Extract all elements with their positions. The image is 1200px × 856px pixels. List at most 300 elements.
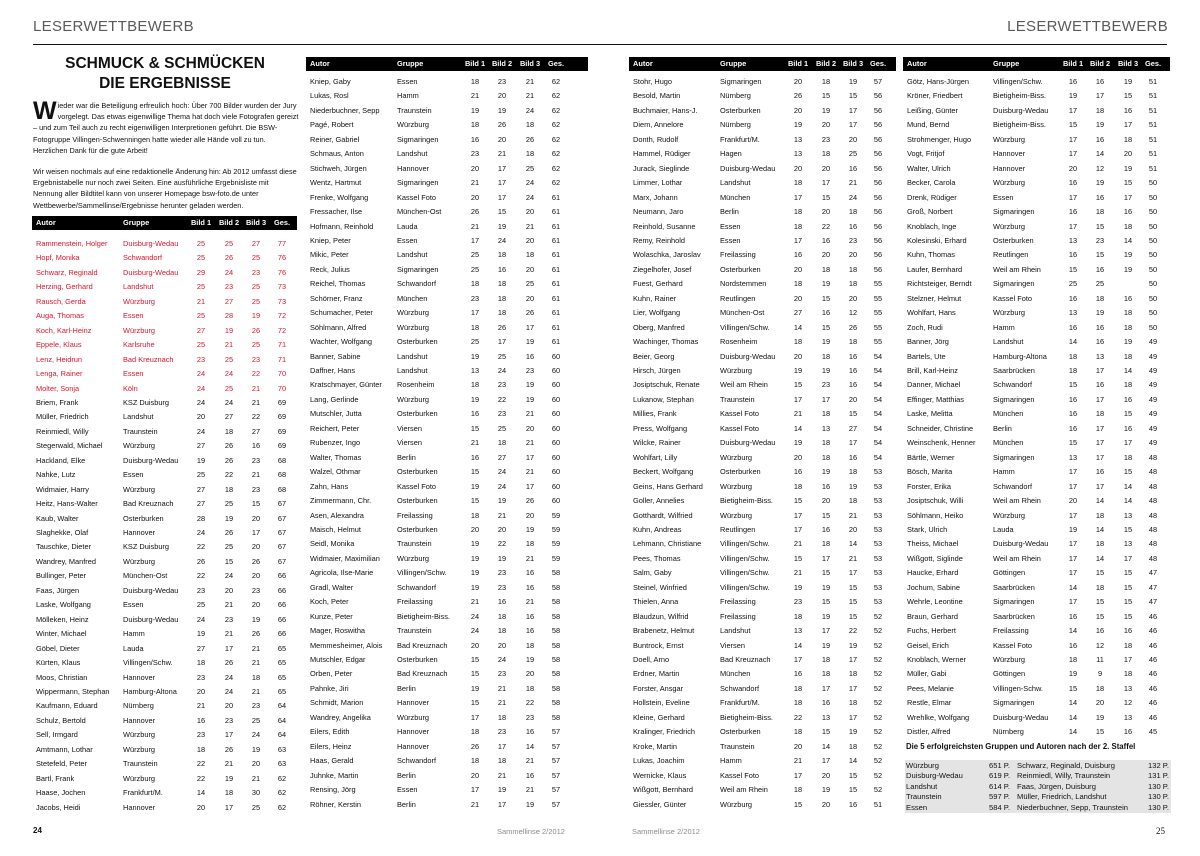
score-3-cell: 16 xyxy=(848,799,858,809)
group-cell: Köln xyxy=(123,383,138,393)
score-2-cell: 19 xyxy=(821,279,831,289)
score-2-cell: 16 xyxy=(497,264,507,274)
score-3-cell: 25 xyxy=(251,253,261,263)
score-3-cell: 27 xyxy=(251,426,261,436)
total-cell: 52 xyxy=(873,741,883,751)
score-2-cell: 18 xyxy=(1095,683,1105,693)
score-1-cell: 27 xyxy=(793,308,803,318)
table-row xyxy=(903,465,1170,479)
table-row xyxy=(306,696,588,710)
score-1-cell: 18 xyxy=(793,698,803,708)
table-row xyxy=(903,364,1170,378)
score-3-cell: 25 xyxy=(251,715,261,725)
column-header-autor: Autor xyxy=(310,59,330,68)
total-cell: 62 xyxy=(551,134,561,144)
total-cell: 57 xyxy=(551,741,561,751)
score-3-cell: 12 xyxy=(1123,698,1133,708)
author-cell: Restle, Elmar xyxy=(907,698,952,708)
table-row xyxy=(306,494,588,508)
total-cell: 66 xyxy=(277,629,287,639)
score-1-cell: 18 xyxy=(793,221,803,231)
total-cell: 46 xyxy=(1148,640,1158,650)
score-3-cell: 18 xyxy=(525,640,535,650)
author-cell: Laufer, Bernhard xyxy=(907,264,963,274)
score-2-cell: 18 xyxy=(1095,293,1105,303)
group-cell: KSZ Duisburg xyxy=(123,397,170,407)
author-cell: Kroke, Martin xyxy=(633,741,677,751)
author-cell: Schwarz, Reginald xyxy=(36,267,98,277)
author-cell: Juhnke, Martin xyxy=(310,770,359,780)
column-header-gruppe: Gruppe xyxy=(123,218,150,227)
group-cell: Duisburg-Wedau xyxy=(123,267,179,277)
score-1-cell: 14 xyxy=(1068,698,1078,708)
total-cell: 62 xyxy=(551,178,561,188)
group-cell: Hannover xyxy=(397,727,430,737)
group-cell: Villingen/Schw. xyxy=(397,568,447,578)
score-2-cell: 18 xyxy=(497,626,507,636)
group-cell: Osterburken xyxy=(993,235,1034,245)
table-row xyxy=(903,696,1170,710)
group-cell: Hagen xyxy=(720,149,742,159)
score-3-cell: 19 xyxy=(525,655,535,664)
score-1-cell: 17 xyxy=(793,524,803,534)
score-3-cell: 19 xyxy=(251,311,261,321)
total-cell: 52 xyxy=(873,712,883,722)
score-3-cell: 25 xyxy=(525,279,535,289)
group-cell: Sigmaringen xyxy=(397,178,439,188)
group-cell: Hamm xyxy=(397,91,419,101)
table-row xyxy=(903,480,1170,494)
author-cell: Kratschmayer, Günter xyxy=(310,380,382,390)
score-3-cell: 23 xyxy=(251,267,261,277)
table-row xyxy=(32,512,297,526)
author-cell: Koch, Peter xyxy=(310,597,349,607)
author-cell: Diem, Annelore xyxy=(633,120,684,130)
score-1-cell: 23 xyxy=(793,597,803,607)
table-row xyxy=(306,292,588,306)
score-2-cell: 18 xyxy=(821,452,831,462)
score-3-cell: 15 xyxy=(1123,409,1133,419)
score-3-cell: 17 xyxy=(525,322,535,332)
total-cell: 59 xyxy=(551,539,561,549)
group-cell: Hannover xyxy=(397,698,430,708)
column-header-ges: Ges. xyxy=(1144,59,1162,68)
table-row xyxy=(306,523,588,537)
score-1-cell: 19 xyxy=(470,481,480,491)
group-cell: München xyxy=(993,438,1024,448)
table-row xyxy=(629,436,896,450)
score-1-cell: 25 xyxy=(470,264,480,274)
summary-row xyxy=(905,803,1171,814)
column-header-bild3: Bild 3 xyxy=(842,59,864,68)
author-cell: Faas, Jürgen xyxy=(36,585,80,595)
group-cell: Kassel Foto xyxy=(720,409,760,419)
score-1-cell: 18 xyxy=(793,683,803,693)
total-cell: 61 xyxy=(551,293,561,303)
score-1-cell: 13 xyxy=(470,366,480,375)
score-1-cell: 21 xyxy=(470,438,480,448)
score-2-cell: 17 xyxy=(1095,438,1105,448)
author-cell: Bartl, Frank xyxy=(36,773,75,783)
score-1-cell: 19 xyxy=(1068,91,1078,101)
score-2-cell: 23 xyxy=(497,582,507,592)
score-1-cell: 18 xyxy=(793,727,803,737)
table-row xyxy=(32,671,297,685)
score-2-cell: 21 xyxy=(497,770,507,780)
score-1-cell: 17 xyxy=(1068,597,1078,607)
author-cell: Pagé, Robert xyxy=(310,120,354,130)
score-1-cell: 18 xyxy=(196,744,206,754)
author-cell: Stegerwald, Michael xyxy=(36,441,103,451)
total-cell: 53 xyxy=(873,582,883,592)
author-cell: Wißgott, Bernhard xyxy=(633,785,693,795)
score-3-cell: 16 xyxy=(525,727,535,737)
group-cell: Essen xyxy=(123,600,144,610)
author-cell: Forster, Ansgar xyxy=(633,683,684,693)
score-2-cell: 21 xyxy=(497,149,507,159)
author-cell: Wehrle, Leontine xyxy=(907,597,963,607)
author-cell: Drenk, Rüdiger xyxy=(907,192,957,202)
score-3-cell: 16 xyxy=(1123,727,1133,737)
score-1-cell: 18 xyxy=(793,207,803,217)
author-cell: Eppele, Klaus xyxy=(36,340,82,350)
author-cell: Jacobs, Heidi xyxy=(36,802,81,812)
score-2-cell: 24 xyxy=(497,481,507,491)
table-row xyxy=(306,335,588,349)
author-cell: Fuchs, Herbert xyxy=(907,626,956,636)
table-row xyxy=(32,382,297,396)
total-cell: 53 xyxy=(873,597,883,607)
score-2-cell: 17 xyxy=(497,799,507,809)
group-cell: Traunstein xyxy=(123,426,158,436)
score-1-cell: 14 xyxy=(1068,582,1078,592)
score-2-cell: 15 xyxy=(1095,611,1105,621)
author-cell: Bartels, Ute xyxy=(907,351,946,361)
table-header xyxy=(306,57,588,71)
total-cell: 47 xyxy=(1148,568,1158,578)
group-cell: Würzburg xyxy=(123,484,156,494)
group-cell: Traunstein xyxy=(397,626,432,636)
total-cell: 49 xyxy=(1148,409,1158,419)
group-cell: München-Ost xyxy=(397,207,442,217)
score-2-cell: 23 xyxy=(224,282,234,292)
score-1-cell: 17 xyxy=(1068,539,1078,549)
group-cell: Essen xyxy=(123,369,144,379)
score-3-cell: 19 xyxy=(1123,250,1133,260)
table-row xyxy=(306,118,588,132)
score-1-cell: 22 xyxy=(793,712,803,722)
score-1-cell: 20 xyxy=(793,77,803,86)
column-header-bild2: Bild 2 xyxy=(815,59,837,68)
group-cell: Würzburg xyxy=(123,744,156,754)
total-cell: 52 xyxy=(873,626,883,636)
total-cell: 54 xyxy=(873,438,883,448)
group-cell: Freilassing xyxy=(720,250,756,260)
score-1-cell: 17 xyxy=(470,235,480,245)
total-cell: 52 xyxy=(873,683,883,693)
total-cell: 71 xyxy=(277,354,287,364)
total-cell: 49 xyxy=(1148,423,1158,433)
total-cell: 61 xyxy=(551,207,561,217)
table-row xyxy=(629,754,896,768)
group-cell: Hamm xyxy=(993,467,1015,477)
total-cell: 58 xyxy=(551,683,561,693)
table-row xyxy=(629,133,896,147)
section-header-left: LESERWETTBEWERB xyxy=(33,18,194,35)
score-1-cell: 26 xyxy=(470,207,480,217)
score-2-cell: 17 xyxy=(497,178,507,188)
score-2-cell: 15 xyxy=(497,207,507,217)
total-cell: 59 xyxy=(551,553,561,563)
score-3-cell: 21 xyxy=(525,91,535,101)
score-3-cell: 15 xyxy=(848,582,858,592)
score-3-cell: 25 xyxy=(251,296,261,306)
table-row xyxy=(903,292,1170,306)
author-cell: Bärtle, Werner xyxy=(907,452,955,462)
author-cell: Gotthardt, Wilfried xyxy=(633,510,693,520)
group-cell: Hamm xyxy=(123,629,145,639)
table-row xyxy=(629,89,896,103)
group-cell: Bietigheim-Biss. xyxy=(397,611,450,621)
group-cell: KSZ Duisburg xyxy=(123,542,170,552)
score-1-cell: 27 xyxy=(196,499,206,509)
author-cell: Mikic, Peter xyxy=(310,250,349,260)
score-3-cell: 24 xyxy=(525,105,535,115)
group-cell: Würzburg xyxy=(720,510,753,520)
table-row xyxy=(903,436,1170,450)
group-cell: Würzburg xyxy=(720,452,753,462)
score-1-cell: 19 xyxy=(470,351,480,361)
score-1-cell: 16 xyxy=(470,134,480,144)
score-3-cell: 16 xyxy=(848,452,858,462)
drop-cap: W xyxy=(33,97,57,125)
score-1-cell: 20 xyxy=(470,770,480,780)
total-cell: 56 xyxy=(873,235,883,245)
group-cell: Sigmaringen xyxy=(397,264,439,274)
total-cell: 52 xyxy=(873,640,883,650)
total-cell: 51 xyxy=(1148,134,1158,144)
total-cell: 57 xyxy=(551,770,561,780)
score-3-cell: 19 xyxy=(848,77,858,86)
score-2-cell: 15 xyxy=(224,556,234,566)
score-3-cell: 19 xyxy=(525,524,535,534)
score-2-cell: 25 xyxy=(497,351,507,361)
score-3-cell: 16 xyxy=(1123,394,1133,404)
score-3-cell: 21 xyxy=(525,409,535,419)
group-cell: Würzburg xyxy=(993,308,1026,318)
score-2-cell: 20 xyxy=(224,701,234,711)
score-1-cell: 27 xyxy=(196,643,206,653)
table-row xyxy=(32,801,297,815)
article-intro xyxy=(33,97,299,221)
table-row xyxy=(306,248,588,262)
author-cell: Hackland, Elke xyxy=(36,455,86,465)
score-1-cell: 23 xyxy=(196,730,206,740)
total-cell: 57 xyxy=(551,799,561,809)
score-2-cell: 21 xyxy=(497,683,507,693)
score-2-cell: 17 xyxy=(224,643,234,653)
total-cell: 47 xyxy=(1148,597,1158,607)
table-row xyxy=(32,555,297,569)
score-3-cell: 18 xyxy=(525,683,535,693)
score-1-cell: 15 xyxy=(470,655,480,664)
author-cell: Leißing, Günter xyxy=(907,105,958,115)
table-row xyxy=(629,566,896,580)
summary-group-points: 614 P. xyxy=(989,781,1010,791)
score-2-cell: 14 xyxy=(1095,149,1105,159)
score-2-cell: 20 xyxy=(497,640,507,650)
group-cell: Traunstein xyxy=(397,105,432,115)
total-cell: 49 xyxy=(1148,351,1158,361)
author-cell: Lehmann, Christiane xyxy=(633,539,702,549)
table-row xyxy=(32,324,297,338)
table-row xyxy=(32,699,297,713)
score-2-cell: 15 xyxy=(821,192,831,202)
score-3-cell: 19 xyxy=(848,481,858,491)
table-row xyxy=(629,682,896,696)
score-1-cell: 20 xyxy=(470,524,480,534)
total-cell: 51 xyxy=(1148,163,1158,173)
score-1-cell: 16 xyxy=(1068,611,1078,621)
author-cell: Gradl, Walter xyxy=(310,582,354,592)
author-cell: Seidl, Monika xyxy=(310,539,355,549)
score-3-cell: 16 xyxy=(525,626,535,636)
total-cell: 51 xyxy=(1148,120,1158,130)
group-cell: Würzburg xyxy=(993,134,1026,144)
table-row xyxy=(903,205,1170,219)
score-1-cell: 16 xyxy=(1068,207,1078,217)
total-cell: 62 xyxy=(277,802,287,812)
total-cell: 60 xyxy=(551,496,561,506)
score-3-cell: 18 xyxy=(848,698,858,708)
score-1-cell: 17 xyxy=(1068,467,1078,477)
group-cell: Nordstemmen xyxy=(720,279,767,289)
score-3-cell: 18 xyxy=(525,120,535,130)
score-1-cell: 21 xyxy=(793,409,803,419)
score-1-cell: 20 xyxy=(196,412,206,422)
score-3-cell: 15 xyxy=(1123,582,1133,592)
total-cell: 48 xyxy=(1148,452,1158,462)
score-3-cell: 16 xyxy=(1123,423,1133,433)
author-cell: Briem, Frank xyxy=(36,397,79,407)
score-1-cell: 18 xyxy=(1068,366,1078,375)
score-3-cell: 26 xyxy=(251,629,261,639)
score-1-cell: 27 xyxy=(196,484,206,494)
author-cell: Giessler, Günter xyxy=(633,799,687,809)
score-3-cell: 18 xyxy=(525,539,535,549)
group-cell: Reutlingen xyxy=(993,250,1029,260)
group-cell: Viersen xyxy=(397,438,422,448)
group-cell: Würzburg xyxy=(123,296,156,306)
total-cell: 76 xyxy=(277,253,287,263)
total-cell: 56 xyxy=(873,120,883,130)
group-cell: Villingen/Schw. xyxy=(720,322,770,332)
total-cell: 48 xyxy=(1148,539,1158,549)
author-cell: Stelzner, Helmut xyxy=(907,293,962,303)
score-3-cell: 18 xyxy=(848,467,858,477)
group-cell: Würzburg xyxy=(123,773,156,783)
score-3-cell: 23 xyxy=(525,366,535,375)
score-3-cell: 19 xyxy=(1123,337,1133,347)
author-cell: Schumacher, Peter xyxy=(310,308,373,318)
score-3-cell: 21 xyxy=(251,470,261,480)
score-1-cell: 15 xyxy=(470,423,480,433)
group-cell: Frankfurt/M. xyxy=(720,698,760,708)
author-cell: Hofmann, Reinhold xyxy=(310,221,374,231)
score-3-cell: 18 xyxy=(848,279,858,289)
table-row xyxy=(629,75,896,89)
score-1-cell: 28 xyxy=(196,513,206,523)
table-row xyxy=(306,364,588,378)
author-cell: Oberg, Manfred xyxy=(633,322,685,332)
total-cell: 52 xyxy=(873,756,883,766)
score-3-cell: 21 xyxy=(848,553,858,563)
article-title-line-2: DIE ERGEBNISSE xyxy=(99,75,231,92)
table-row xyxy=(629,321,896,335)
score-1-cell: 13 xyxy=(1068,235,1078,245)
score-3-cell: 21 xyxy=(251,658,261,668)
score-3-cell: 17 xyxy=(1123,192,1133,202)
group-cell: Essen xyxy=(397,785,418,795)
group-cell: Traunstein xyxy=(720,741,755,751)
score-2-cell: 19 xyxy=(821,611,831,621)
table-row xyxy=(903,725,1170,739)
score-2-cell: 19 xyxy=(497,553,507,563)
author-cell: Bullinger, Peter xyxy=(36,571,87,581)
score-1-cell: 16 xyxy=(1068,293,1078,303)
author-cell: Moos, Christian xyxy=(36,672,88,682)
score-3-cell: 24 xyxy=(525,192,535,202)
total-cell: 46 xyxy=(1148,698,1158,708)
score-1-cell: 18 xyxy=(793,481,803,491)
score-2-cell: 21 xyxy=(224,759,234,769)
total-cell: 56 xyxy=(873,207,883,217)
group-cell: Essen xyxy=(123,311,144,321)
table-row xyxy=(306,451,588,465)
score-1-cell: 18 xyxy=(470,756,480,766)
score-2-cell: 21 xyxy=(497,510,507,520)
author-cell: Koch, Karl-Heinz xyxy=(36,325,92,335)
score-1-cell: 19 xyxy=(1068,524,1078,534)
score-2-cell: 17 xyxy=(1095,366,1105,375)
score-1-cell: 15 xyxy=(793,799,803,809)
author-cell: Josiptschuk, Renate xyxy=(633,380,700,390)
author-cell: Haucke, Erhard xyxy=(907,568,959,578)
author-cell: Buntrock, Ernst xyxy=(633,640,684,650)
group-cell: Duisburg-Wedau xyxy=(123,614,179,624)
author-cell: Mölleken, Heinz xyxy=(36,614,89,624)
total-cell: 61 xyxy=(551,308,561,318)
group-cell: Sigmaringen xyxy=(720,77,762,86)
total-cell: 62 xyxy=(551,163,561,173)
group-cell: Würzburg xyxy=(123,325,156,335)
score-3-cell: 16 xyxy=(525,351,535,361)
score-1-cell: 18 xyxy=(793,178,803,188)
total-cell: 46 xyxy=(1148,611,1158,621)
score-3-cell: 14 xyxy=(848,756,858,766)
author-cell: Schmaus, Anton xyxy=(310,149,364,159)
score-3-cell: 16 xyxy=(1123,293,1133,303)
score-3-cell: 13 xyxy=(1123,683,1133,693)
table-row xyxy=(629,667,896,681)
group-cell: Duisburg-Wedau xyxy=(720,438,776,448)
score-3-cell: 21 xyxy=(251,383,261,393)
score-3-cell: 19 xyxy=(848,727,858,737)
table-row xyxy=(306,725,588,739)
total-cell: 46 xyxy=(1148,712,1158,722)
score-2-cell: 18 xyxy=(821,669,831,679)
score-3-cell: 18 xyxy=(1123,322,1133,332)
